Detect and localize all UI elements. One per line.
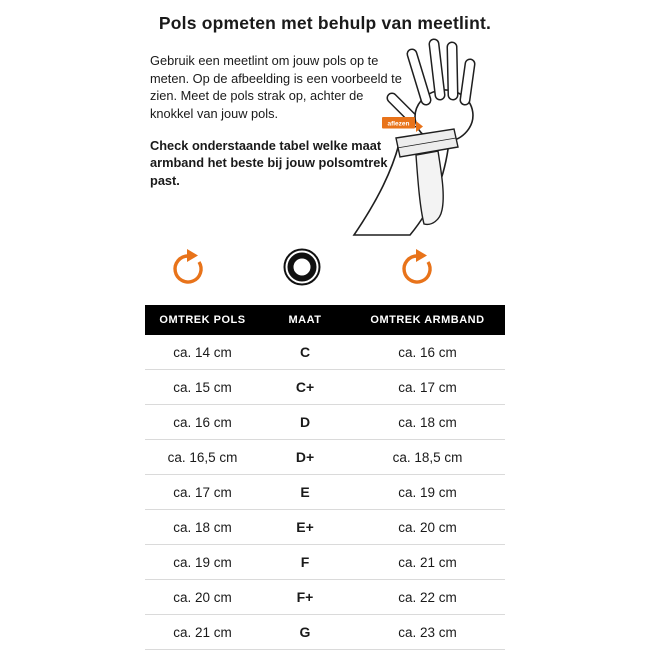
aflezen-label-text: aflezen — [387, 120, 410, 128]
band-size-cell: ca. 18,5 cm — [392, 449, 463, 465]
size-letter-cell: C — [299, 344, 311, 360]
check-table-text: Check onderstaande tabel welke maat armband het beste bij jouw polsomtrek past. — [150, 137, 388, 188]
fingers-shape — [412, 44, 470, 100]
hand-with-tape-drawing — [352, 38, 537, 238]
table-row — [145, 510, 505, 545]
header-cell-omtrek-pols: OMTREK POLS — [159, 314, 246, 326]
wrist-size-cell: ca. 18 cm — [173, 519, 232, 535]
wrist-size-cell: ca. 14 cm — [173, 344, 232, 360]
band-size-cell: ca. 22 cm — [398, 589, 457, 605]
size-letter-cell: E — [300, 484, 310, 500]
band-size-cell: ca. 18 cm — [398, 414, 457, 430]
size-letter-cell: D — [299, 414, 311, 430]
band-size-cell: ca. 16 cm — [398, 344, 457, 360]
wrist-size-cell: ca. 19 cm — [173, 554, 232, 570]
intro-text: Gebruik een meetlint om jouw pols op te meten. Op de afbeelding is een voorbeeld te zien. Meet de pols strak op, achter de knokkel van jouw pols. — [150, 53, 402, 121]
size-letter-cell: C+ — [295, 379, 315, 395]
band-size-cell: ca. 17 cm — [398, 379, 457, 395]
header-cell-omtrek-armband: OMTREK ARMBAND — [370, 314, 485, 326]
table-row — [145, 545, 505, 580]
size-letter-cell: G — [299, 624, 311, 640]
rotate-arrow-icon — [394, 244, 440, 290]
rotate-arrow-icon — [165, 244, 211, 290]
header-cell-maat: MAAT — [288, 314, 322, 326]
table-row — [145, 405, 505, 440]
table-row — [145, 615, 505, 650]
table-row — [145, 580, 505, 615]
page-title: Pols opmeten met behulp van meetlint. — [158, 13, 492, 33]
table-row — [145, 335, 505, 370]
band-size-cell: ca. 20 cm — [398, 519, 457, 535]
table-row — [145, 475, 505, 510]
wrist-size-cell: ca. 17 cm — [173, 484, 232, 500]
band-size-cell: ca. 19 cm — [398, 484, 457, 500]
table-row — [145, 440, 505, 475]
table-row — [145, 370, 505, 405]
wrist-size-cell: ca. 15 cm — [173, 379, 232, 395]
size-letter-cell: F+ — [296, 589, 314, 605]
wrist-measure-illustration — [352, 38, 537, 238]
size-letter-cell: E+ — [296, 519, 314, 535]
size-letter-cell: D+ — [295, 449, 315, 465]
wrist-size-cell: ca. 21 cm — [173, 624, 232, 640]
ring-icon — [279, 244, 325, 290]
band-size-cell: ca. 21 cm — [398, 554, 457, 570]
size-table-header — [145, 305, 505, 335]
size-table-body — [145, 335, 505, 650]
wrist-size-cell: ca. 20 cm — [173, 589, 232, 605]
band-size-cell: ca. 23 cm — [398, 624, 457, 640]
wrist-size-cell: ca. 16 cm — [173, 414, 232, 430]
size-letter-cell: F — [300, 554, 310, 570]
wrist-size-cell: ca. 16,5 cm — [167, 449, 238, 465]
